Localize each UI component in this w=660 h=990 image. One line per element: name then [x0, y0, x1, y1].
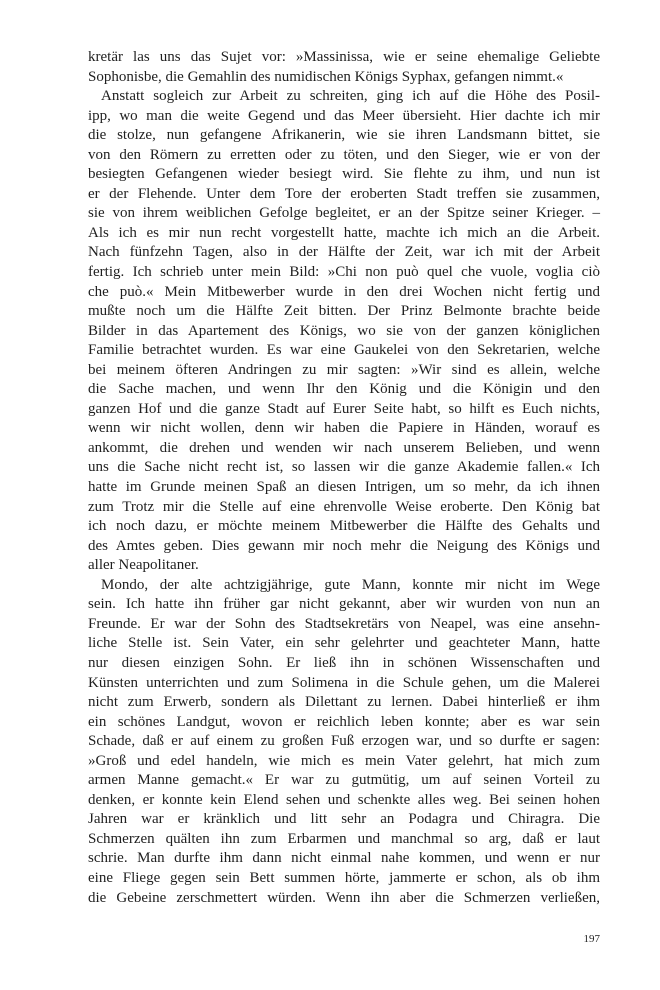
text-line: Schade, daß er auf einem zu großen Fuß erzogen war, und so durfte er sagen:: [88, 733, 600, 750]
text-line: aller Neapolitaner.: [88, 557, 199, 574]
text-line: uns die Sache nicht recht ist, so lassen wir die ganze Akademie fallen.« Ich: [88, 459, 600, 476]
text-line: Freunde. Er war der Sohn des Stadtsekretärs von Neapel, was eine ansehn-: [88, 615, 600, 632]
text-line: nicht zum Erwerb, sondern als Dilettant zu lernen. Dabei hinterließ er ihm: [88, 694, 600, 711]
paragraph-2: [88, 87, 600, 576]
text-line: ankommt, die drehen und wenden wir nach unserem Belieben, und wenn: [88, 439, 600, 456]
text-line: des Amtes geben. Dies gewann mir noch mehr die Neigung des Königs und: [88, 537, 600, 554]
text-line: Schmerzen quälten ihn zum Erbarmen und manchmal so arg, daß er laut: [88, 830, 600, 847]
text-line: Nach fünfzehn Tagen, also in der Hälfte der Zeit, war ich mit der Arbeit: [88, 244, 600, 261]
text-line: Bilder in das Apartement des Königs, wo sie von der ganzen königlichen: [88, 322, 600, 339]
text-line: armen Manne gemacht.« Er war zu gutmütig, um auf seinen Vorteil zu: [88, 772, 600, 789]
text-line: mußte noch um die Hälfte Zeit bitten. Der Prinz Belmonte brachte beide: [88, 303, 600, 320]
text-line: hatte im Grunde meinen Spaß an diesen Intrigen, um so mehr, da ich ihnen: [88, 479, 600, 496]
text-line: »Groß und edel handeln, wie mich es mein Vater gelehrt, hat mich zum: [88, 752, 600, 769]
text-line: che può.« Mein Mitbewerber wurde in den drei Wochen nicht fertig und: [88, 283, 600, 300]
text-line: liche Stelle ist. Sein Vater, ein sehr gelehrter und geachteter Mann, hatte: [88, 635, 600, 652]
text-line: wenn wir nicht wollen, denn wir haben die Papiere in Händen, worauf es: [88, 420, 600, 437]
text-line: von den Römern zu erretten oder zu töten, und den Sieger, wie er von der: [88, 146, 600, 163]
text-line: ein schönes Landgut, wovon er reichlich leben konnte; aber es war sein: [88, 713, 600, 730]
text-line: Familie betrachtet wurden. Es war eine Gaukelei von den Sekretarien, welche: [88, 342, 600, 359]
text-line: sein. Ich hatte ihn früher gar nicht gekannt, aber wir wurden von nun an: [88, 596, 600, 613]
text-line: denken, er konnte kein Elend sehen und schenkte alles weg. Bei seinen hohen: [88, 791, 600, 808]
text-line: Künsten unterrichten und zum Solimena in die Schule gehen, um die Malerei: [88, 674, 600, 691]
text-line: ganzen Hof und die ganze Stadt auf Eurer Seite habt, so hilft es Euch nichts,: [88, 400, 600, 417]
text-line: Jahren war er kränklich und litt sehr an Podagra und Chiragra. Die: [88, 811, 600, 828]
paragraph-1: [88, 48, 600, 87]
page-number: 197: [583, 933, 600, 945]
text-line: ipp, wo man die weite Gegend und das Meer übersieht. Hier dachte ich mir: [88, 107, 600, 124]
text-line: Als ich es mir nun recht vorgestellt hatte, machte ich mich an die Arbeit.: [88, 224, 600, 241]
text-line: ich noch dazu, er möchte meinem Mitbewerber die Hälfte des Gehalts und: [88, 518, 600, 535]
text-line: zum Trotz mir die Stelle auf eine ehrenvolle Weise eroberte. Den König bat: [88, 498, 600, 515]
text-line: fertig. Ich schrieb unter mein Bild: »Chi non può quel che vuole, voglia ciò: [88, 264, 600, 281]
text-line: die stolze, nun gefangene Afrikanerin, wie sie ihren Landsmann bittet, sie: [88, 127, 600, 144]
text-line: er der Flehende. Unter dem Tore der eroberten Stadt treffen sie zusammen,: [88, 185, 600, 202]
text-line: eine Fliege gegen sein Bett summen hörte, jammerte er schon, als ob ihm: [88, 869, 600, 886]
text-line: bei meinem öfteren Andringen zu mir sagten: »Wir sind es allein, welche: [88, 361, 600, 378]
text-line: die Gebeine zerschmettert würden. Wenn ihn aber die Schmerzen verließen,: [88, 889, 600, 906]
text-line: Mondo, der alte achtzigjährige, gute Mann, konnte mir nicht im Wege: [101, 576, 600, 593]
body-text: [88, 48, 600, 908]
text-line: kretär las uns das Sujet vor: »Massinissa, wie er seine ehemalige Geliebte: [88, 49, 600, 65]
text-line: schrie. Man durfte ihm dann nicht einmal nahe kommen, und wenn er nur: [88, 850, 600, 867]
text-line: sie von ihrem weiblichen Gefolge begleitet, er an der Spitze seiner Krieger. –: [88, 205, 600, 222]
text-line: Anstatt sogleich zur Arbeit zu schreiten, ging ich auf die Höhe des Posil-: [101, 88, 600, 105]
text-line: besiegten Gefangenen wieder besiegt wird. Sie flehte zu ihm, und nun ist: [88, 166, 600, 183]
text-line: die Sache machen, und wenn Ihr den König und die Königin und den: [88, 381, 600, 398]
text-line: nur diesen einzigen Sohn. Er ließ ihn in schönen Wissenschaften und: [88, 654, 600, 671]
paragraph-3: [88, 576, 600, 908]
text-line: Sophonisbe, die Gemahlin des numidischen Königs Syphax, gefangen nimmt.«: [88, 68, 564, 85]
